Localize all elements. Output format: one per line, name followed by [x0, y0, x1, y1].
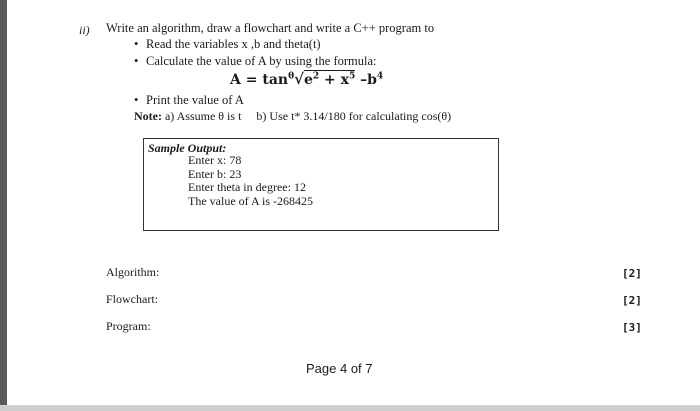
bullet-icon: • [134, 37, 139, 51]
bullet-icon: • [134, 93, 139, 107]
sample-output-lines [188, 154, 313, 208]
formula-term2-exp: 5 [348, 71, 356, 82]
note-part-a: a) Assume θ is t [164, 109, 242, 123]
section-label-algorithm: Algorithm: [106, 265, 160, 279]
formula-term1-exp: 2 [312, 71, 320, 82]
formula-func: tan [262, 72, 289, 88]
note-label: Note: [134, 109, 162, 123]
question-number: ii) [79, 23, 90, 37]
scan-left-edge [0, 0, 7, 411]
section-label-flowchart: Flowchart: [106, 292, 158, 306]
sample-output-title: Sample Output: [148, 141, 227, 155]
page-number: Page 4 of 7 [306, 361, 373, 376]
scan-bottom-edge [0, 405, 700, 411]
bullet-text: Read the variables x ,b and theta(t) [146, 37, 321, 51]
sample-line: Enter b: 23 [188, 166, 242, 181]
bullet-icon: • [134, 54, 139, 68]
sample-line: Enter x: 78 [188, 153, 242, 167]
formula-equals: = [245, 72, 258, 88]
sample-output-box [143, 138, 499, 231]
formula-radicand [304, 70, 355, 88]
formula-minus: – [360, 72, 368, 88]
formula-term2: x [340, 72, 349, 88]
formula-term3-exp: 4 [376, 71, 384, 82]
radical-icon: √ [294, 70, 304, 88]
note-part-b: b) Use t* 3.14/180 for calculating cos(θ) [256, 109, 452, 123]
formula-term1: e [303, 72, 313, 88]
formula [230, 70, 383, 88]
bullet-text: Print the value of A [146, 93, 244, 107]
formula-plus: + [324, 72, 336, 88]
section-marks-algorithm: [2] [622, 267, 642, 280]
bullet-calculate [134, 54, 377, 69]
section-marks-program: [3] [622, 321, 642, 334]
question-prompt: Write an algorithm, draw a flowchart and write a C++ program to [106, 21, 435, 35]
formula-term3: b [367, 72, 377, 88]
sample-line: Enter theta in degree: 12 [188, 180, 306, 194]
section-label-program: Program: [106, 319, 151, 333]
formula-lhs: A [230, 72, 241, 88]
section-marks-flowchart: [2] [622, 294, 642, 307]
bullet-read-variables [134, 37, 321, 52]
formula-func-exponent: θ [288, 71, 295, 82]
bullet-text: Calculate the value of A by using the formula: [146, 54, 377, 68]
bullet-print [134, 93, 244, 108]
note [134, 109, 451, 124]
sample-line: The value of A is -268425 [188, 193, 313, 208]
